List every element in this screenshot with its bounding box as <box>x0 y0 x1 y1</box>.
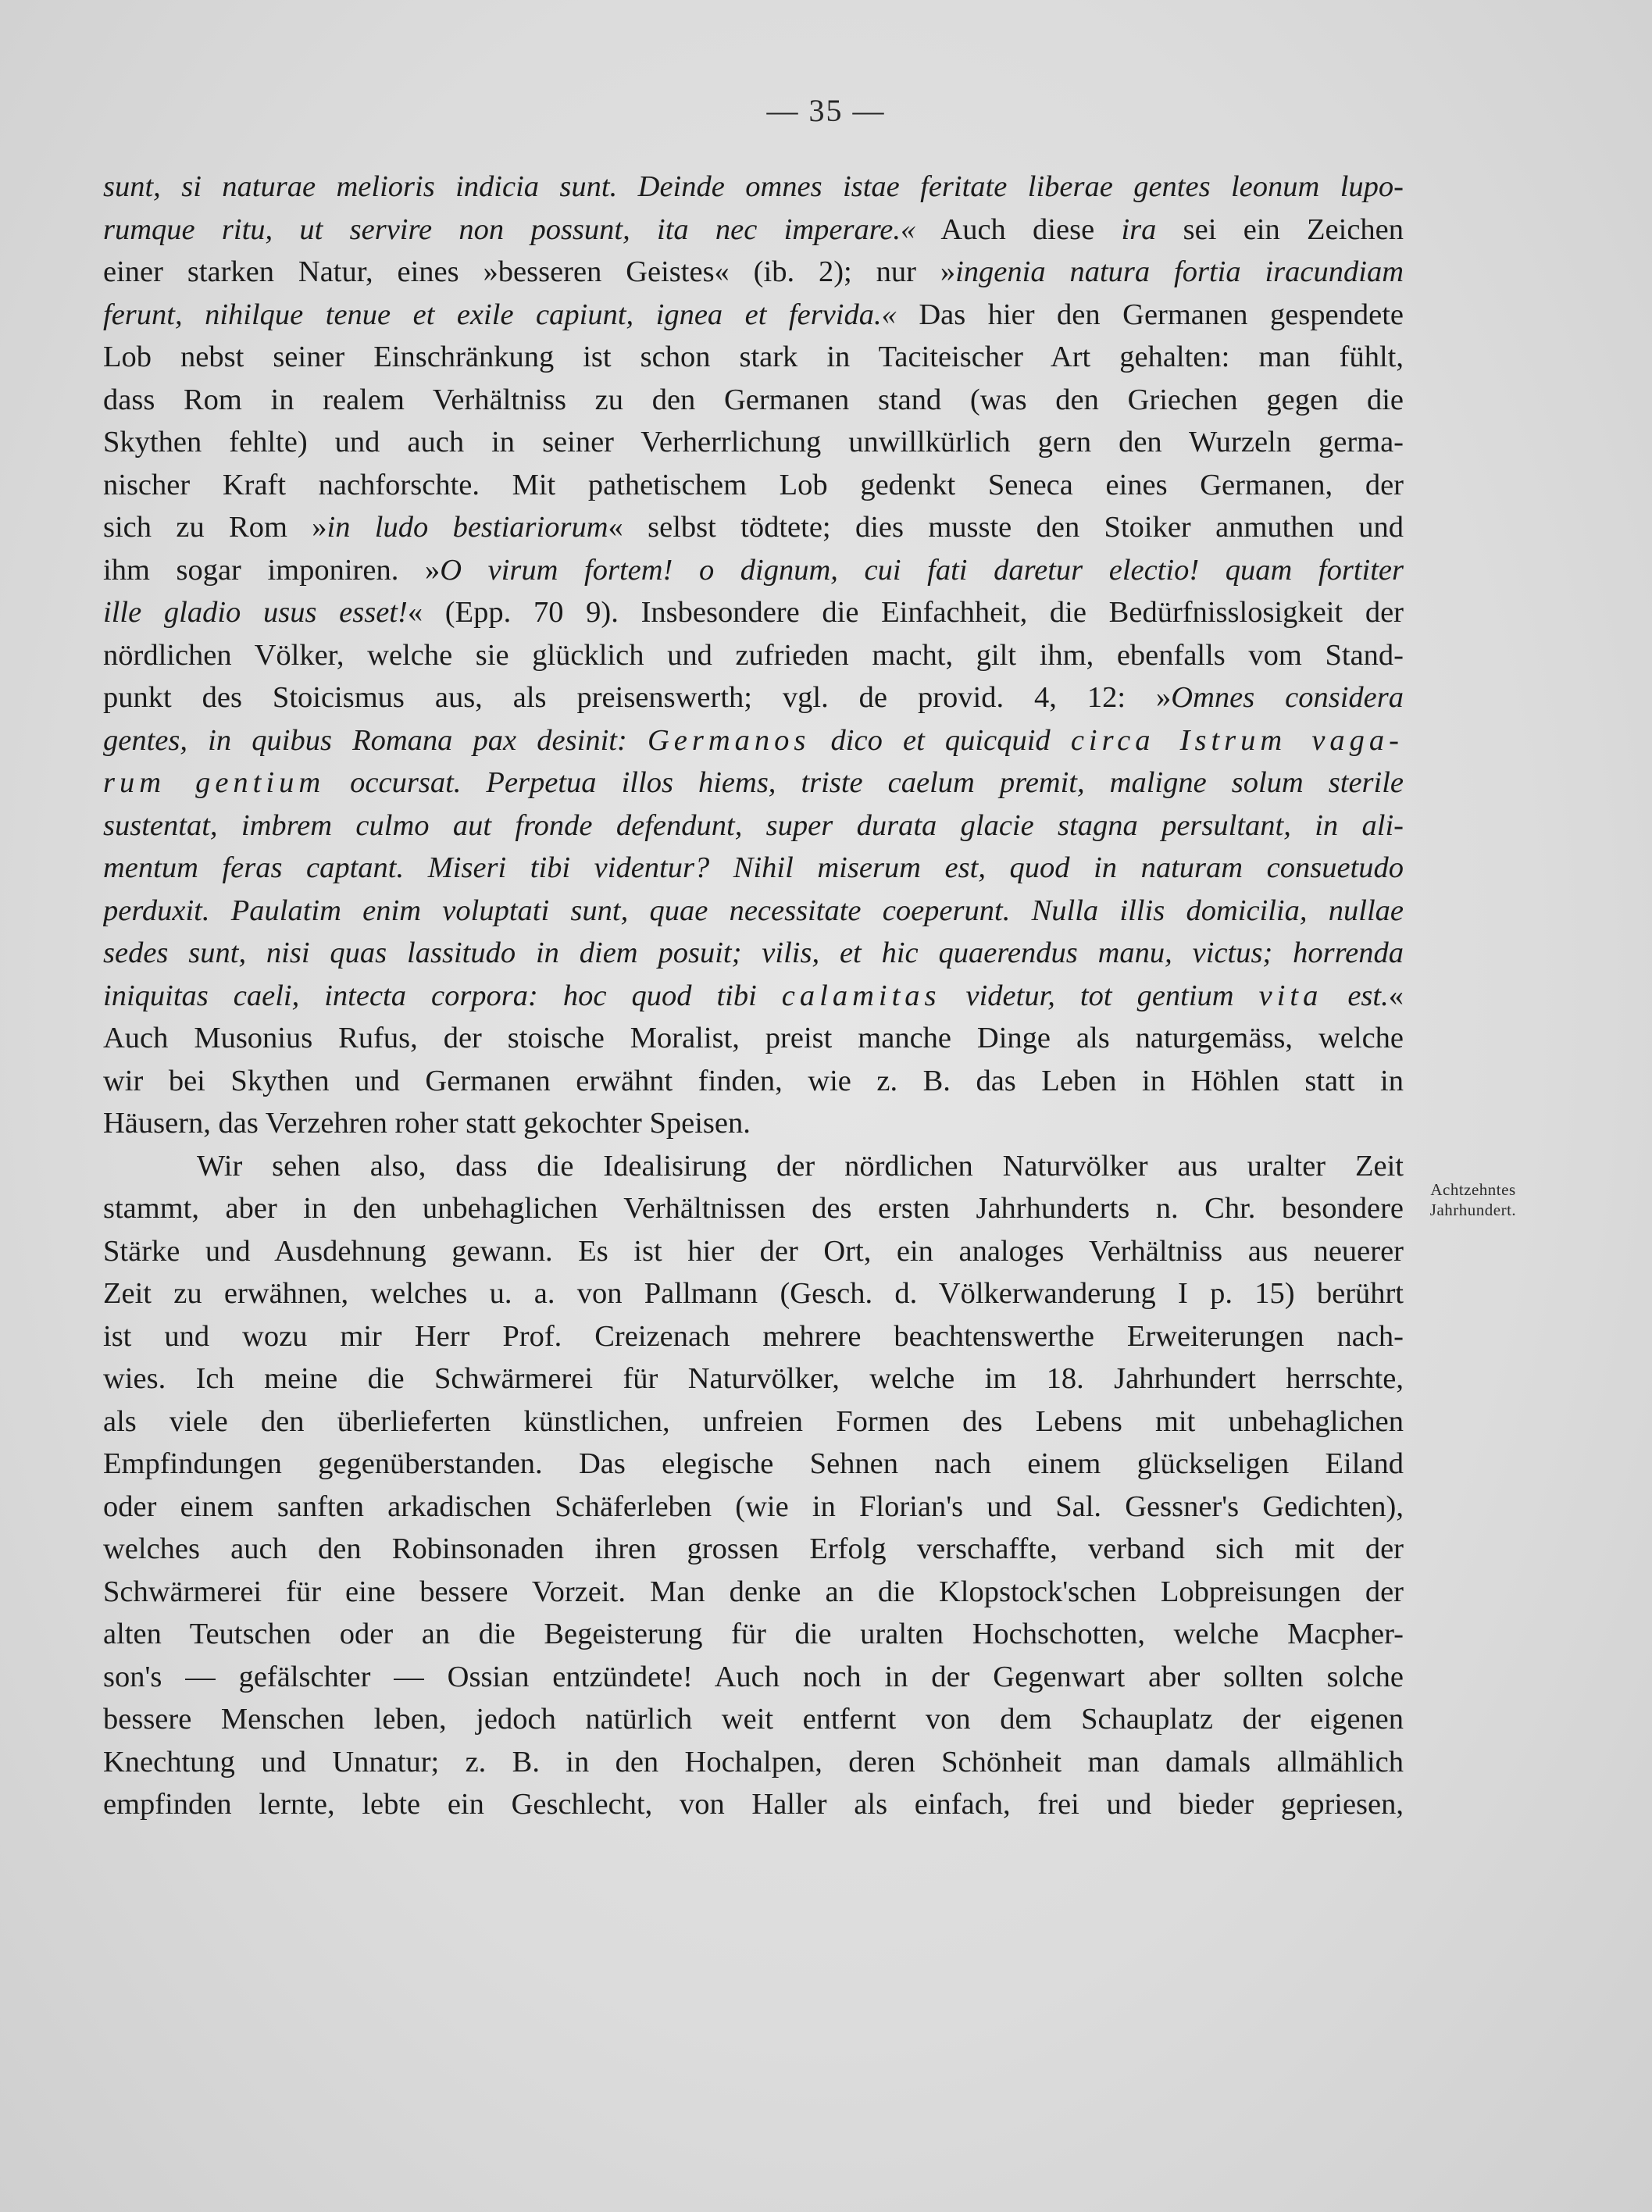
page-number: — 35 — <box>766 93 886 128</box>
text-segment: ille gladio usus esset! <box>103 596 408 629</box>
text-segment: stammt, aber in den unbehaglichen Verhältnissen des ersten Jahrhunderts n. Chr. besondere <box>103 1192 1404 1225</box>
text-segment: Das hier den Germanen gespendete <box>896 298 1404 331</box>
text-line <box>103 1272 1404 1315</box>
text-line <box>103 1741 1404 1784</box>
text-line <box>103 591 1404 634</box>
text-segment: rum gentium <box>103 766 326 799</box>
text-line <box>103 506 1404 549</box>
text-segment: wir bei Skythen und Germanen erwähnt finden, wie z. B. das Leben in Höhlen statt in <box>103 1064 1404 1097</box>
text-segment: ihm sogar imponiren. » <box>103 553 441 587</box>
text-segment: alten Teutschen oder an die Begeisterung für die uralten Hochschotten, welche Macpher- <box>103 1618 1404 1650</box>
text-segment: iniquitas caeli, intecta corpora: hoc quod tibi <box>103 979 782 1012</box>
text-segment: dico et quicquid <box>810 723 1071 757</box>
text-line <box>103 166 1404 209</box>
body-text <box>103 166 1404 1826</box>
margin-note <box>1411 1179 1536 1220</box>
text-segment: calamitas <box>781 979 941 1012</box>
text-segment: ferunt, nihilque tenue et exile capiunt, ignea et fervida.« <box>103 298 897 331</box>
text-line <box>103 1613 1404 1656</box>
text-line <box>103 1656 1404 1699</box>
text-segment: occursat. Perpetua illos hiems, triste caelum premit, maligne solum sterile <box>325 766 1404 799</box>
text-segment: mentum feras captant. Miseri tibi videntur? Nihil miserum est, quod in naturam consuetudo <box>103 851 1404 884</box>
text-segment: einer starken Natur, eines »besseren Geistes« (ib. 2); nur » <box>103 255 956 288</box>
text-line <box>103 209 1404 252</box>
text-line <box>103 1571 1404 1614</box>
text-segment: Auch Musonius Rufus, der stoische Moralist, preist manche Dinge als naturgemäss, welche <box>103 1022 1404 1054</box>
text-segment: ist und wozu mir Herr Prof. Creizenach mehrere beachtenswerthe Erweiterungen nach- <box>103 1319 1404 1353</box>
text-segment: son's — gefälschter — Ossian entzündete! Auch noch in der Gegenwart aber sollten solche <box>103 1660 1404 1693</box>
text-segment: empfinden lernte, lebte ein Geschlecht, von Haller als einfach, frei und bieder gepriesen, <box>103 1788 1404 1821</box>
text-segment: Germanos <box>647 723 811 757</box>
text-segment: circa Istrum vaga- <box>1070 723 1404 757</box>
text-line <box>103 294 1404 337</box>
text-segment: nischer Kraft nachforschte. Mit pathetischem Lob gedenkt Seneca eines Germanen, der <box>103 468 1404 501</box>
text-line <box>103 932 1404 975</box>
text-segment: punkt des Stoicismus aus, als preisenswerth; vgl. de provid. 4, 12: » <box>103 681 1172 714</box>
text-segment: Zeit zu erwähnen, welches u. a. von Pallmann (Gesch. d. Völkerwanderung I p. 15) berührt <box>103 1277 1404 1310</box>
text-line <box>103 1060 1404 1103</box>
margin-note-line: Jahrhundert. <box>1429 1201 1517 1219</box>
text-line <box>103 1315 1404 1358</box>
text-segment: Stärke und Ausdehnung gewann. Es ist hier der Ort, ein analoges Verhältniss aus neuerer <box>103 1234 1404 1268</box>
text-segment: sei ein Zeichen <box>1156 212 1404 246</box>
text-line <box>103 762 1404 805</box>
text-segment: videtur, tot gentium <box>940 979 1259 1012</box>
text-segment: bessere Menschen leben, jedoch natürlich weit entfernt von dem Schauplatz der eigenen <box>103 1703 1404 1736</box>
text-segment: sich zu Rom » <box>103 511 327 544</box>
text-segment: sustentat, imbrem culmo aut fronde defendunt, super durata glacie stagna persultant, in ali- <box>103 808 1404 842</box>
text-segment: Skythen fehlte) und auch in seiner Verherrlichung unwillkürlich gern den Wurzeln germa- <box>103 426 1404 458</box>
text-line <box>103 676 1404 719</box>
text-line <box>103 421 1404 464</box>
text-segment: Knechtung und Unnatur; z. B. in den Hochalpen, deren Schönheit man damals allmählich <box>103 1745 1404 1779</box>
text-line <box>103 1230 1404 1273</box>
text-segment: Omnes considera <box>1171 681 1404 714</box>
text-line <box>103 1017 1404 1060</box>
text-line <box>103 1102 1404 1145</box>
text-segment: est. <box>1322 979 1389 1012</box>
text-segment: dass Rom in realem Verhältniss zu den Germanen stand (was den Griechen gegen die <box>103 383 1404 416</box>
text-line <box>103 1358 1404 1400</box>
text-segment: Wir sehen also, dass die Idealisirung der nördlichen Naturvölker aus uralter Zeit <box>197 1149 1404 1183</box>
text-line <box>103 1443 1404 1486</box>
text-line <box>103 379 1404 422</box>
text-segment: O virum fortem! o dignum, cui fati daretur electio! quam fortiter <box>440 553 1404 587</box>
margin-note-line: Achtzehntes <box>1430 1180 1516 1199</box>
text-line <box>103 336 1404 379</box>
text-line <box>103 805 1404 847</box>
text-segment: welches auch den Robinsonaden ihren grossen Erfolg verschaffte, verband sich mit der <box>103 1532 1404 1565</box>
text-segment: Empfindungen gegenüberstanden. Das elegische Sehnen nach einem glückseligen Eiland <box>103 1447 1404 1480</box>
text-line <box>103 1400 1404 1443</box>
text-line <box>103 634 1404 677</box>
text-segment: « (Epp. 70 9). Insbesondere die Einfachheit, die Bedürfnisslosigkeit der <box>407 596 1404 629</box>
text-segment: Lob nebst seiner Einschränkung ist schon stark in Taciteischer Art gehalten: man fühlt, <box>103 341 1404 373</box>
text-segment: nördlichen Völker, welche sie glücklich und zufrieden macht, gilt ihm, ebenfalls vom Stand- <box>103 638 1404 672</box>
text-segment: rumque ritu, ut servire non possunt, ita nec imperare.« <box>103 212 916 246</box>
text-segment: oder einem sanften arkadischen Schäferleben (wie in Florian's und Sal. Gessner's Gedichten), <box>103 1490 1404 1523</box>
text-line <box>103 251 1404 294</box>
text-line <box>103 1486 1404 1529</box>
text-segment: sunt, si naturae melioris indicia sunt. Deinde omnes istae feritate liberae gentes leonum lupo- <box>103 170 1404 203</box>
text-line <box>103 975 1404 1018</box>
text-segment: « <box>1388 979 1404 1012</box>
text-line <box>103 1528 1404 1571</box>
text-line <box>103 1783 1404 1826</box>
text-line <box>103 1145 1404 1188</box>
text-segment: perduxit. Paulatim enim voluptati sunt, quae necessitate coeperunt. Nulla illis domicilia, nullae <box>103 894 1404 927</box>
text-line <box>103 847 1404 890</box>
text-segment: vita <box>1258 979 1323 1012</box>
text-line <box>103 890 1404 933</box>
text-line <box>103 464 1404 507</box>
text-segment: als viele den überlieferten künstlichen, unfreien Formen des Lebens mit unbehaglichen <box>103 1404 1404 1438</box>
text-line <box>103 719 1404 762</box>
text-line <box>103 1698 1404 1741</box>
text-segment: ira <box>1121 212 1157 246</box>
text-line <box>103 1187 1404 1230</box>
text-segment: « selbst tödtete; dies musste den Stoiker anmuthen und <box>608 511 1404 544</box>
text-segment: wies. Ich meine die Schwärmerei für Naturvölker, welche im 18. Jahrhundert herrschte, <box>103 1362 1404 1395</box>
text-segment: ingenia natura fortia iracundiam <box>955 255 1404 288</box>
text-segment: Auch diese <box>915 212 1122 246</box>
text-segment: gentes, in quibus Romana pax desinit: <box>103 723 648 757</box>
text-segment: Häusern, das Verzehren roher statt gekochter Speisen. <box>103 1107 751 1140</box>
text-line <box>103 549 1404 592</box>
text-segment: in ludo bestiariorum <box>326 511 608 544</box>
text-segment: Schwärmerei für eine bessere Vorzeit. Man denke an die Klopstock'schen Lobpreisungen der <box>103 1575 1404 1608</box>
text-segment: sedes sunt, nisi quas lassitudo in diem posuit; vilis, et hic quaerendus manu, victus; horrenda <box>103 937 1404 969</box>
